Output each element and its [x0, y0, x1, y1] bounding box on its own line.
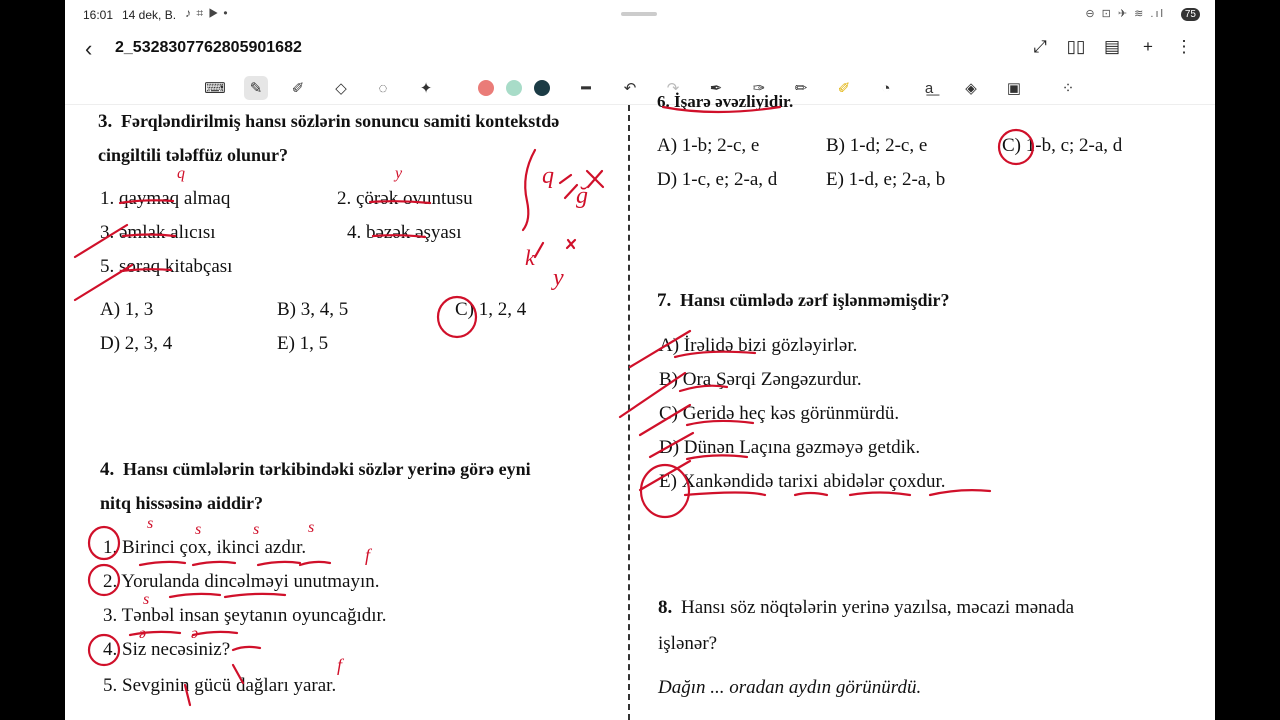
- stroke-width-icon[interactable]: ━: [581, 80, 591, 97]
- q6-option: B) 1-d; 2-c, e: [826, 135, 928, 156]
- q3-item: 3. əmlak alıcısı: [100, 222, 216, 243]
- more-options-icon[interactable]: ⋮: [1175, 37, 1193, 56]
- document-page: [65, 92, 1215, 720]
- eraser-tool-icon[interactable]: ◇: [335, 80, 347, 97]
- battery-indicator: 75: [1181, 8, 1200, 21]
- ink-letter-s: s: [308, 519, 315, 536]
- q8-number: 8.: [658, 597, 673, 618]
- q3-item: 1. qaymaq almaq: [100, 188, 231, 209]
- ink-letter-s: s: [147, 515, 154, 532]
- q4-text-line2: nitq hissəsinə aiddir?: [100, 493, 264, 513]
- handwritten-annotations: [65, 105, 1215, 720]
- app-screen: [65, 0, 1215, 720]
- back-arrow-icon[interactable]: ‹: [85, 36, 93, 61]
- q3-option: E) 1, 5: [277, 333, 329, 354]
- notification-icons: ♪ ⌗ ▶ •: [185, 6, 229, 20]
- q6-option: E) 1-d, e; 2-a, b: [826, 169, 946, 190]
- q3-ink: [75, 150, 603, 337]
- q7-ink: [620, 107, 1033, 517]
- q7-option: D) Dünən Laçına gəzməyə getdik.: [659, 437, 921, 458]
- fullscreen-icon[interactable]: ⤢: [1033, 37, 1047, 56]
- q6-option: D) 1-c, e; 2-a, d: [657, 169, 778, 190]
- q8-sentence: Dağın ... oradan aydın görünürdü.: [658, 677, 922, 698]
- q6-partial-text: 6. İşarə əvəzliyidir.: [657, 92, 794, 111]
- ink-letter-q: q: [542, 163, 554, 189]
- ink-letter-y: y: [395, 165, 403, 182]
- book-view-icon[interactable]: ▯▯: [1066, 37, 1086, 56]
- lasso-tool-icon[interactable]: ◌: [378, 79, 388, 97]
- ink-letter-f: f: [337, 655, 343, 675]
- q4-item: 3. Tənbəl insan şeytanın oyuncağıdır.: [103, 605, 387, 626]
- q3-option: C) 1, 2, 4: [455, 299, 527, 320]
- color-swatch-red[interactable]: [478, 80, 494, 96]
- title-actions: [1029, 36, 1195, 58]
- q4-item: 2. Yorulanda dincəlməyi unutmayın.: [103, 571, 380, 592]
- q7-option: C) Geridə heç kəs görünmürdü.: [659, 403, 900, 424]
- q3-item: 4. bəzək əşyası: [347, 222, 462, 243]
- q3-text-line1: Fərqləndirilmiş hansı sözlərin sonuncu samiti kontekstdə: [121, 111, 560, 131]
- q7-option: A) İrəlidə bizi gözləyirlər.: [659, 335, 858, 356]
- q4-ink: [89, 527, 330, 705]
- q4-item: 4. Siz necəsiniz?: [103, 639, 231, 660]
- annotation-toolbar: [65, 72, 1215, 105]
- ink-letter-s: s: [253, 521, 260, 538]
- edit-document-icon[interactable]: ▤: [1103, 37, 1121, 56]
- keyboard-icon[interactable]: ⌨: [204, 80, 226, 97]
- add-icon[interactable]: +: [1143, 37, 1153, 56]
- status-time: 16:01: [83, 8, 114, 22]
- q7-option: B) Ora Şərqi Zəngəzurdur.: [659, 369, 862, 390]
- q7-text: Hansı cümlədə zərf işlənməmişdir?: [680, 290, 950, 310]
- drag-handle[interactable]: [621, 12, 657, 16]
- q3-text-line2: cingiltili tələffüz olunur?: [98, 145, 288, 165]
- apps-grid-icon[interactable]: ⁘: [1061, 80, 1075, 97]
- q8-text-line2: işlənər?: [658, 633, 718, 654]
- system-status-icons: ⊖ ⊡ ✈ ≋ .ıl: [1085, 8, 1165, 20]
- ink-letter-s: s: [143, 591, 150, 608]
- ink-letter-g-breve: ğ: [576, 183, 588, 209]
- text-tool-icon[interactable]: a͟: [924, 79, 934, 97]
- color-swatch-dark[interactable]: [534, 80, 550, 96]
- q3-option: A) 1, 3: [100, 299, 154, 320]
- status-bar: [65, 0, 1215, 30]
- status-date: 14 dek, B.: [122, 8, 177, 22]
- ink-letter-q: q: [177, 165, 185, 182]
- redo-icon[interactable]: ↷: [666, 80, 680, 97]
- highlighter-tool-icon[interactable]: ✐: [291, 80, 305, 97]
- q6-option: A) 1-b; 2-c, e: [657, 135, 760, 156]
- pencil-icon[interactable]: ✏: [794, 80, 808, 97]
- color-swatch-mint[interactable]: [506, 80, 522, 96]
- shapes-icon[interactable]: ◈: [965, 80, 977, 97]
- q3-option: D) 2, 3, 4: [100, 333, 173, 354]
- q4-item: 1. Birinci çox, ikinci azdır.: [103, 537, 307, 558]
- document-title: 2_5328307762805901682: [115, 39, 302, 56]
- q6-option: C) 1-b, c; 2-a, d: [1002, 135, 1123, 156]
- ink-letter-schwa: ə: [139, 625, 147, 642]
- ink-letter-f: f: [365, 545, 371, 565]
- ink-drop-icon[interactable]: ◔: [881, 79, 891, 97]
- ink-letter-k: k: [525, 245, 535, 270]
- q3-item: 2. çörək ovuntusu: [337, 188, 473, 209]
- q8-text-line1: Hansı söz nöqtələrin yerinə yazılsa, məcazi mənada: [681, 597, 1075, 618]
- pen-variant-icon[interactable]: ✒: [709, 80, 723, 97]
- q3-number: 3.: [98, 111, 113, 132]
- title-bar: [65, 30, 1215, 70]
- ink-letter-schwa: ə: [191, 625, 199, 642]
- pen-tool-icon[interactable]: ✎: [244, 76, 268, 100]
- ink-letter-s: s: [195, 521, 202, 538]
- marker-icon[interactable]: ✐: [837, 80, 851, 97]
- q4-text-line1: Hansı cümlələrin tərkibindəki sözlər yerinə görə eyni: [123, 459, 531, 479]
- ink-letter-y: y: [553, 265, 564, 291]
- document-lock-icon[interactable]: ▣: [1006, 80, 1022, 97]
- undo-icon[interactable]: ↶: [623, 80, 637, 97]
- q7-option: E) Xankəndidə tarixi abidələr çoxdur.: [659, 471, 946, 492]
- q3-option: B) 3, 4, 5: [277, 299, 349, 320]
- q4-item: 5. Sevginin gücü dağları yarar.: [103, 675, 337, 696]
- q4-number: 4.: [100, 459, 115, 480]
- q3-item: 5. soraq kitabçası: [100, 256, 233, 277]
- brush-icon[interactable]: ✑: [752, 80, 766, 97]
- magic-tool-icon[interactable]: ✦: [419, 80, 433, 97]
- q7-number: 7.: [657, 290, 672, 311]
